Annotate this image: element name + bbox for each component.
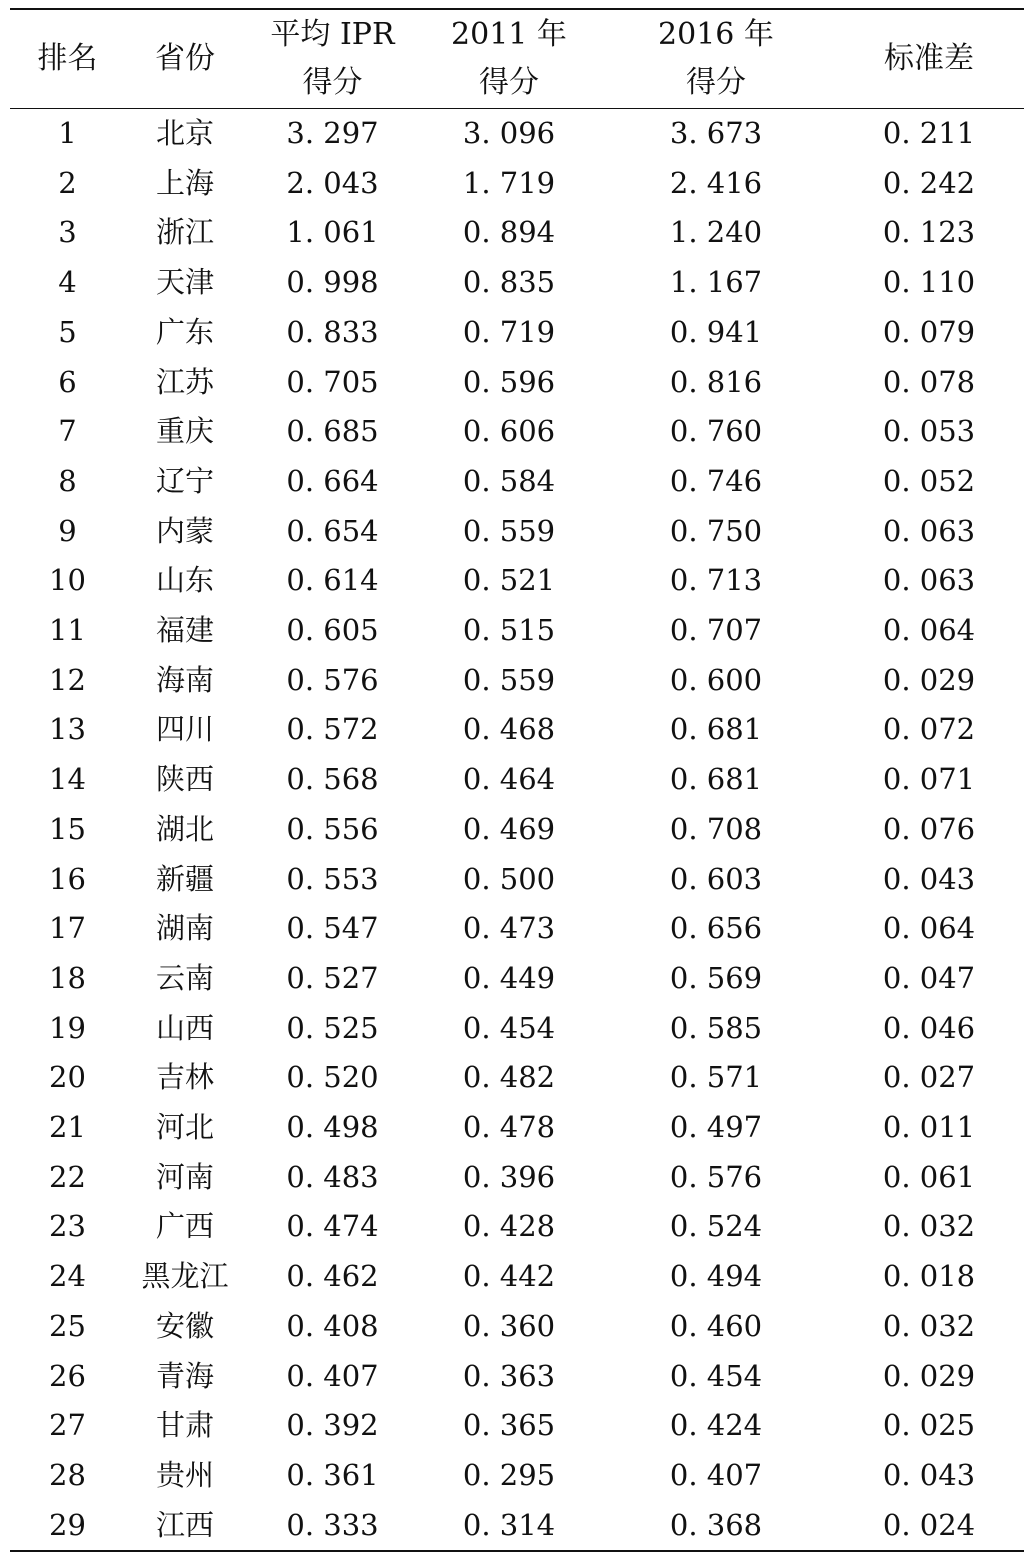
avg-ipr-score-cell: 0. 576 <box>286 662 379 697</box>
std-dev-cell: 0. 076 <box>882 811 976 846</box>
rank-cell: 14 <box>49 762 86 797</box>
score-2016-cell: 0. 681 <box>669 712 763 747</box>
header-line: 标准差 <box>884 41 974 76</box>
province-cell: 山东 <box>155 563 214 598</box>
province-cell: 黑龙江 <box>141 1259 229 1294</box>
score-2011-cell: 0. 314 <box>462 1507 556 1542</box>
score-2016-cell: 0. 585 <box>669 1010 763 1045</box>
province-cell: 广西 <box>155 1209 214 1244</box>
rank-cell: 19 <box>49 1010 86 1045</box>
rank-cell: 21 <box>49 1110 86 1145</box>
std-dev-cell: 0. 063 <box>882 563 976 598</box>
avg-ipr-score-cell: 0. 547 <box>286 911 379 946</box>
province-cell: 浙江 <box>155 215 214 250</box>
std-dev-cell: 0. 032 <box>882 1209 976 1244</box>
score-2016-cell: 3. 673 <box>669 116 763 150</box>
avg-ipr-score-cell: 0. 685 <box>286 414 379 449</box>
province-cell: 河北 <box>155 1110 214 1145</box>
table-row <box>10 258 1024 308</box>
province-cell: 北京 <box>155 116 214 150</box>
avg-ipr-score-cell: 0. 664 <box>286 463 379 498</box>
score-2011-cell: 0. 473 <box>462 911 556 946</box>
header-line: 平均 IPR <box>270 17 395 52</box>
score-2016-cell: 0. 600 <box>669 662 763 697</box>
score-2011-cell: 0. 482 <box>462 1060 556 1095</box>
avg-ipr-score-cell: 0. 527 <box>286 960 379 995</box>
score-2011-cell: 0. 363 <box>462 1358 556 1393</box>
avg-ipr-score-cell: 0. 998 <box>286 265 379 300</box>
std-dev-cell: 0. 011 <box>882 1110 976 1145</box>
score-2016-cell: 0. 707 <box>669 613 763 648</box>
table-row <box>10 507 1024 557</box>
score-2011-cell: 0. 428 <box>462 1209 556 1244</box>
std-dev-cell: 0. 063 <box>882 513 976 548</box>
rank-cell: 29 <box>49 1507 86 1542</box>
header-line: 2011 年 <box>451 17 567 52</box>
avg-ipr-score-cell: 0. 614 <box>286 563 379 598</box>
score-2011-cell: 0. 719 <box>462 314 556 349</box>
score-2016-cell: 0. 603 <box>669 861 763 896</box>
std-dev-cell: 0. 052 <box>882 463 976 498</box>
score-2011-cell: 1. 719 <box>462 165 556 200</box>
table-row <box>10 656 1024 706</box>
score-2016-cell: 0. 760 <box>669 414 763 449</box>
table-row <box>10 954 1024 1004</box>
rank-cell: 16 <box>49 861 86 896</box>
std-dev-cell: 0. 043 <box>882 1457 976 1492</box>
table-row <box>10 407 1024 457</box>
province-cell: 河南 <box>155 1159 214 1194</box>
score-2011-cell: 0. 360 <box>462 1308 556 1343</box>
avg-ipr-score-cell: 0. 605 <box>286 613 379 648</box>
table-row <box>10 1302 1024 1352</box>
province-cell: 江西 <box>155 1507 214 1542</box>
header-line: 2016 年 <box>658 17 774 52</box>
score-2016-cell: 0. 497 <box>669 1110 763 1145</box>
table-row <box>10 855 1024 905</box>
table-row <box>10 1451 1024 1501</box>
score-2011-cell: 0. 449 <box>462 960 556 995</box>
std-dev-cell: 0. 053 <box>882 414 976 449</box>
score-2016-cell: 1. 240 <box>669 215 763 250</box>
province-cell: 新疆 <box>155 861 214 896</box>
table-row <box>10 755 1024 805</box>
rank-cell: 18 <box>49 960 86 995</box>
rank-cell: 22 <box>49 1159 86 1194</box>
std-dev-cell: 0. 027 <box>882 1060 976 1095</box>
std-dev-cell: 0. 018 <box>882 1259 976 1294</box>
score-2016-cell: 0. 424 <box>669 1408 763 1443</box>
province-cell: 辽宁 <box>155 463 214 498</box>
province-cell: 江苏 <box>155 364 214 399</box>
table-row <box>10 457 1024 507</box>
std-dev-cell: 0. 064 <box>882 911 976 946</box>
score-2011-cell: 0. 464 <box>462 762 556 797</box>
score-2011-cell: 0. 478 <box>462 1110 556 1145</box>
std-dev-cell: 0. 071 <box>882 762 976 797</box>
score-2011-cell: 0. 559 <box>462 513 556 548</box>
std-dev-cell: 0. 032 <box>882 1308 976 1343</box>
table-row <box>10 1202 1024 1252</box>
rank-cell: 15 <box>49 811 86 846</box>
province-cell: 广东 <box>155 314 214 349</box>
avg-ipr-score-cell: 0. 361 <box>286 1457 379 1492</box>
std-dev-cell: 0. 029 <box>882 662 976 697</box>
rank-cell: 5 <box>58 314 77 349</box>
rank-cell: 28 <box>49 1457 86 1492</box>
std-dev-cell: 0. 123 <box>882 215 976 250</box>
score-2011-cell: 0. 396 <box>462 1159 556 1194</box>
table-row <box>10 1153 1024 1203</box>
rank-cell: 4 <box>58 265 77 300</box>
score-2011-cell: 0. 584 <box>462 463 556 498</box>
rank-cell: 3 <box>58 215 77 250</box>
score-2011-cell: 0. 454 <box>462 1010 556 1045</box>
table-row <box>10 904 1024 954</box>
rank-cell: 11 <box>49 613 86 648</box>
score-2016-cell: 0. 454 <box>669 1358 763 1393</box>
rank-cell: 7 <box>58 414 77 449</box>
table-row <box>10 1501 1024 1552</box>
province-cell: 福建 <box>155 613 214 648</box>
table-row <box>10 208 1024 258</box>
table-row <box>10 358 1024 408</box>
score-2011-cell: 0. 365 <box>462 1408 556 1443</box>
province-cell: 陕西 <box>155 762 214 797</box>
std-dev-cell: 0. 072 <box>882 712 976 747</box>
avg-ipr-score-cell: 0. 553 <box>286 861 379 896</box>
score-2016-cell: 0. 708 <box>669 811 763 846</box>
table-row <box>10 1252 1024 1302</box>
score-2011-cell: 0. 894 <box>462 215 556 250</box>
rank-cell: 9 <box>58 513 77 548</box>
avg-ipr-score-cell: 0. 705 <box>286 364 379 399</box>
std-dev-cell: 0. 242 <box>882 165 976 200</box>
score-2016-cell: 0. 569 <box>669 960 763 995</box>
avg-ipr-score-cell: 0. 556 <box>286 811 379 846</box>
province-header <box>125 9 245 109</box>
table-row <box>10 705 1024 755</box>
std-dev-cell: 0. 029 <box>882 1358 976 1393</box>
rank-header <box>10 9 125 109</box>
rank-cell: 23 <box>49 1209 86 1244</box>
rank-cell: 1 <box>58 116 77 150</box>
table-row <box>10 1352 1024 1402</box>
score-2011-cell: 0. 500 <box>462 861 556 896</box>
province-cell: 上海 <box>155 165 214 200</box>
score-2011-header <box>420 9 598 109</box>
score-2016-cell: 0. 460 <box>669 1308 763 1343</box>
score-2016-cell: 0. 407 <box>669 1457 763 1492</box>
ipr-ranking-table-container <box>10 8 1024 1552</box>
std-dev-cell: 0. 046 <box>882 1010 976 1045</box>
score-2016-cell: 2. 416 <box>669 165 763 200</box>
header-line: 得分 <box>686 65 746 100</box>
std-dev-cell: 0. 064 <box>882 613 976 648</box>
avg-ipr-score-cell: 1. 061 <box>286 215 379 250</box>
score-2011-cell: 0. 559 <box>462 662 556 697</box>
std-dev-cell: 0. 079 <box>882 314 976 349</box>
avg-ipr-score-cell: 0. 498 <box>286 1110 379 1145</box>
table-row <box>10 159 1024 209</box>
avg-ipr-score-cell: 0. 525 <box>286 1010 379 1045</box>
rank-cell: 12 <box>49 662 86 697</box>
province-cell: 青海 <box>155 1358 214 1393</box>
rank-cell: 24 <box>49 1259 86 1294</box>
province-cell: 海南 <box>155 662 214 697</box>
score-2011-cell: 0. 515 <box>462 613 556 648</box>
avg-ipr-score-cell: 0. 520 <box>286 1060 379 1095</box>
avg-ipr-score-header <box>245 9 420 109</box>
table-row <box>10 1401 1024 1451</box>
province-cell: 贵州 <box>155 1457 214 1492</box>
header-row <box>10 9 1024 109</box>
province-cell: 四川 <box>155 712 214 747</box>
std-dev-cell: 0. 110 <box>882 265 976 300</box>
province-cell: 安徽 <box>155 1308 214 1343</box>
std-dev-header <box>834 9 1024 109</box>
header-line: 排名 <box>37 41 98 76</box>
avg-ipr-score-cell: 0. 474 <box>286 1209 379 1244</box>
std-dev-cell: 0. 024 <box>882 1507 976 1542</box>
score-2011-cell: 0. 468 <box>462 712 556 747</box>
province-cell: 云南 <box>155 960 214 995</box>
rank-cell: 8 <box>58 463 77 498</box>
score-2016-cell: 0. 941 <box>669 314 763 349</box>
rank-cell: 27 <box>49 1408 86 1443</box>
table-row <box>10 109 1024 159</box>
avg-ipr-score-cell: 0. 333 <box>286 1507 379 1542</box>
score-2011-cell: 0. 295 <box>462 1457 556 1492</box>
rank-cell: 10 <box>49 563 86 598</box>
avg-ipr-score-cell: 0. 462 <box>286 1259 379 1294</box>
score-2016-cell: 0. 576 <box>669 1159 763 1194</box>
avg-ipr-score-cell: 0. 407 <box>286 1358 379 1393</box>
header-line: 得分 <box>479 65 539 100</box>
table-row <box>10 805 1024 855</box>
province-cell: 内蒙 <box>155 513 214 548</box>
header-line: 省份 <box>155 41 215 76</box>
header-line: 得分 <box>302 65 363 100</box>
score-2011-cell: 3. 096 <box>462 116 556 150</box>
score-2016-cell: 0. 681 <box>669 762 763 797</box>
score-2016-cell: 1. 167 <box>669 265 763 300</box>
avg-ipr-score-cell: 0. 568 <box>286 762 379 797</box>
avg-ipr-score-cell: 0. 483 <box>286 1159 379 1194</box>
avg-ipr-score-cell: 0. 833 <box>286 314 379 349</box>
score-2016-cell: 0. 746 <box>669 463 763 498</box>
rank-cell: 26 <box>49 1358 86 1393</box>
table-row <box>10 1103 1024 1153</box>
std-dev-cell: 0. 211 <box>882 116 976 150</box>
std-dev-cell: 0. 025 <box>882 1408 976 1443</box>
std-dev-cell: 0. 078 <box>882 364 976 399</box>
table-row <box>10 1004 1024 1054</box>
table-row <box>10 606 1024 656</box>
province-cell: 山西 <box>155 1010 214 1045</box>
table-body <box>10 109 1024 1552</box>
table-row <box>10 308 1024 358</box>
table-header <box>10 9 1024 109</box>
ipr-ranking-table <box>10 8 1024 1552</box>
score-2011-cell: 0. 835 <box>462 265 556 300</box>
rank-cell: 17 <box>49 911 86 946</box>
province-cell: 重庆 <box>155 414 214 449</box>
score-2016-cell: 0. 656 <box>669 911 763 946</box>
score-2016-cell: 0. 494 <box>669 1259 763 1294</box>
score-2016-cell: 0. 713 <box>669 563 763 598</box>
score-2011-cell: 0. 469 <box>462 811 556 846</box>
province-cell: 湖南 <box>155 911 214 946</box>
province-cell: 吉林 <box>155 1060 214 1095</box>
rank-cell: 6 <box>58 364 77 399</box>
table-row <box>10 1053 1024 1103</box>
score-2016-cell: 0. 368 <box>669 1507 763 1542</box>
std-dev-cell: 0. 047 <box>882 960 976 995</box>
avg-ipr-score-cell: 0. 392 <box>286 1408 379 1443</box>
rank-cell: 25 <box>49 1308 86 1343</box>
rank-cell: 20 <box>49 1060 86 1095</box>
score-2016-cell: 0. 750 <box>669 513 763 548</box>
score-2016-header <box>598 9 834 109</box>
province-cell: 湖北 <box>155 811 214 846</box>
score-2011-cell: 0. 596 <box>462 364 556 399</box>
avg-ipr-score-cell: 0. 572 <box>286 712 379 747</box>
std-dev-cell: 0. 061 <box>882 1159 976 1194</box>
province-cell: 甘肃 <box>155 1408 214 1443</box>
rank-cell: 13 <box>49 712 86 747</box>
score-2016-cell: 0. 571 <box>669 1060 763 1095</box>
province-cell: 天津 <box>155 265 214 300</box>
score-2011-cell: 0. 606 <box>462 414 556 449</box>
score-2011-cell: 0. 442 <box>462 1259 556 1294</box>
avg-ipr-score-cell: 0. 654 <box>286 513 379 548</box>
rank-cell: 2 <box>58 165 77 200</box>
score-2016-cell: 0. 524 <box>669 1209 763 1244</box>
avg-ipr-score-cell: 0. 408 <box>286 1308 379 1343</box>
avg-ipr-score-cell: 3. 297 <box>286 116 379 150</box>
score-2016-cell: 0. 816 <box>669 364 763 399</box>
score-2011-cell: 0. 521 <box>462 563 556 598</box>
avg-ipr-score-cell: 2. 043 <box>286 165 379 200</box>
std-dev-cell: 0. 043 <box>882 861 976 896</box>
table-row <box>10 556 1024 606</box>
